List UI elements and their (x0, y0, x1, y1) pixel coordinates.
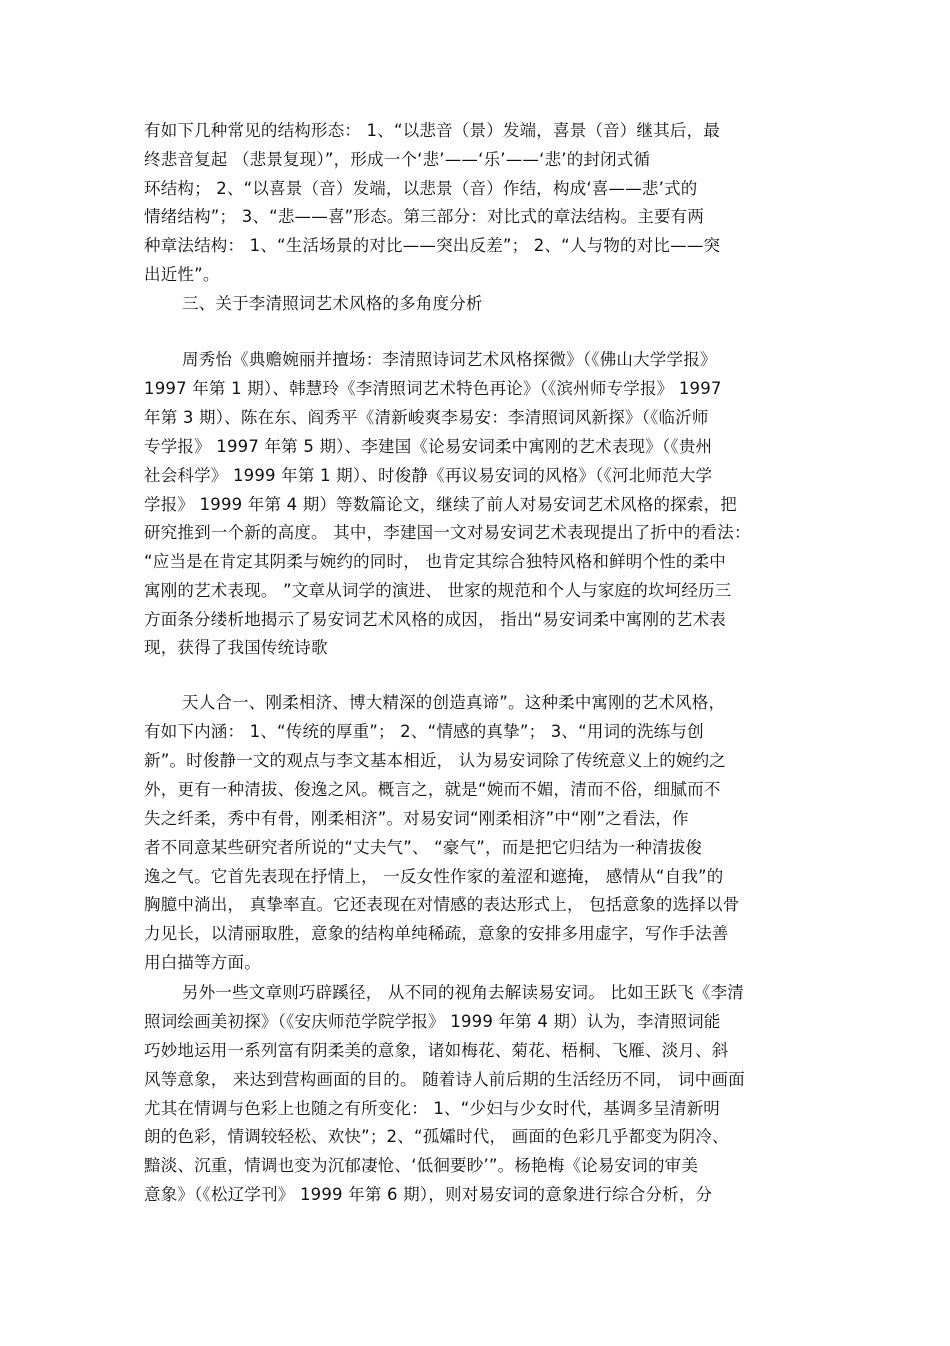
text-line: 社会科学》 1999 年第 1 期）、时俊静《再议易安词的风格》（《河北师范大学 (144, 466, 713, 485)
text-line: 风等意象， 来达到营构画面的目的。 随着诗人前后期的生活经历不同， 词中画面 (144, 1070, 745, 1089)
text-line: 者不同意某些研究者所说的“丈夫气”、 “豪气”，而是把它归结为一种清拔俊 (144, 838, 703, 857)
text-line: 巧妙地运用一系列富有阴柔美的意象，诸如梅花、菊花、梧桐、飞雁、淡月、斜 (144, 1041, 729, 1060)
text-line: 天人合一、刚柔相济、博大精深的创造真谛”。这种柔中寓刚的艺术风格， (182, 693, 726, 712)
text-line: 逸之气。它首先表现在抒情上， 一反女性作家的羞涩和遮掩， 感情从“自我”的 (144, 867, 724, 886)
text-line: 意象》（《松辽学刊》 1999 年第 6 期），则对易安词的意象进行综合分析，分 (144, 1185, 713, 1204)
text-line: 专学报》 1997 年第 5 期）、李建国《论易安词柔中寓刚的艺术表现》（《贵州 (144, 437, 713, 456)
text-line: 照词绘画美初探》（《安庆师范学院学报》 1999 年第 4 期）认为，李清照词能 (144, 1012, 721, 1031)
text-line: 胸臆中淌出， 真挚率直。它还表现在对情感的表达形式上， 包括意象的选择以骨 (144, 895, 740, 914)
text-line: 种章法结构： 1、“生活场景的对比——突出反差”； 2、“人与物的对比——突 (144, 236, 721, 255)
text-line: 新”。时俊静一文的观点与李文基本相近， 认为易安词除了传统意义上的婉约之 (144, 751, 726, 770)
text-line: 周秀怡《典赡婉丽并擅场：李清照诗词艺术风格探微》（《佛山大学学报》 (182, 350, 717, 369)
text-line: 外，更有一种清拔、俊逸之风。概言之，就是“婉而不媚，清而不俗，细腻而不 (144, 780, 721, 799)
text-line: 寓刚的艺术表现。 ”文章从词学的演进、 世家的规范和个人与家庭的坎坷经历三 (144, 581, 732, 600)
text-line: 尤其在情调与色彩上也随之有所变化： 1、“少妇与少女时代，基调多呈清新明 (144, 1099, 720, 1118)
text-line: 出近性”。 (144, 265, 220, 284)
text-line: 终悲音复起 （悲景复现）”，形成一个‘悲’——‘乐’——‘悲’的封闭式循 (144, 150, 651, 169)
text-line: “应当是在肯定其阴柔与婉约的同时， 也肯定其综合独特风格和鲜明个性的柔中 (144, 552, 726, 571)
text-line: 用白描等方面。 (144, 953, 261, 972)
text-line: 研究推到一个新的高度。 其中，李建国一文对易安词艺术表现提出了折中的看法： (144, 523, 751, 542)
text-line: 朗的色彩，情调较轻松、欢快”；2、“孤孀时代， 画面的色彩几乎都变为阴冷、 (144, 1127, 729, 1146)
text-line: 有如下内涵： 1、“传统的厚重”； 2、“情感的真挚”； 3、“用词的洗练与创 (144, 722, 704, 741)
text-line: 黯淡、沉重，情调也变为沉郁凄怆、‘低徊要眇’”。杨艳梅《论易安词的审美 (144, 1156, 699, 1175)
text-line: 有如下几种常见的结构形态： 1、“以悲音（景）发端，喜景（音）继其后，最 (144, 121, 720, 140)
text-line: 方面条分缕析地揭示了易安词艺术风格的成因， 指出“易安词柔中寓刚的艺术表 (144, 610, 726, 629)
text-line: 环结构； 2、“以喜景（音）发端，以悲景（音）作结，构成‘喜——悲’式的 (144, 179, 698, 198)
text-line: 学报》 1999 年第 4 期）等数篇论文，继续了前人对易安词艺术风格的探索，把 (144, 495, 737, 514)
text-line: 年第 3 期）、陈在东、阎秀平《清新峻爽李易安：李清照词风新探》（《临沂师 (144, 408, 709, 427)
text-line: 失之纤柔，秀中有骨，刚柔相济”。对易安词“刚柔相济”中“刚”之看法，作 (144, 809, 689, 828)
text-line: 1997 年第 1 期）、韩慧玲《李清照词艺术特色再论》（《滨州师专学报》 1997 (144, 379, 722, 398)
text-line: 力见长，以清丽取胜，意象的结构单纯稀疏，意象的安排多用虚字，写作手法善 (144, 924, 729, 943)
section-heading: 三、关于李清照词艺术风格的多角度分析 (182, 294, 483, 313)
text-line: 另外一些文章则巧辟蹊径， 从不同的视角去解读易安词。 比如王跃飞《李清 (182, 983, 744, 1002)
text-line: 现，获得了我国传统诗歌 (144, 638, 328, 657)
text-line: 情绪结构”； 3、“悲——喜”形态。第三部分：对比式的章法结构。主要有两 (144, 207, 705, 226)
